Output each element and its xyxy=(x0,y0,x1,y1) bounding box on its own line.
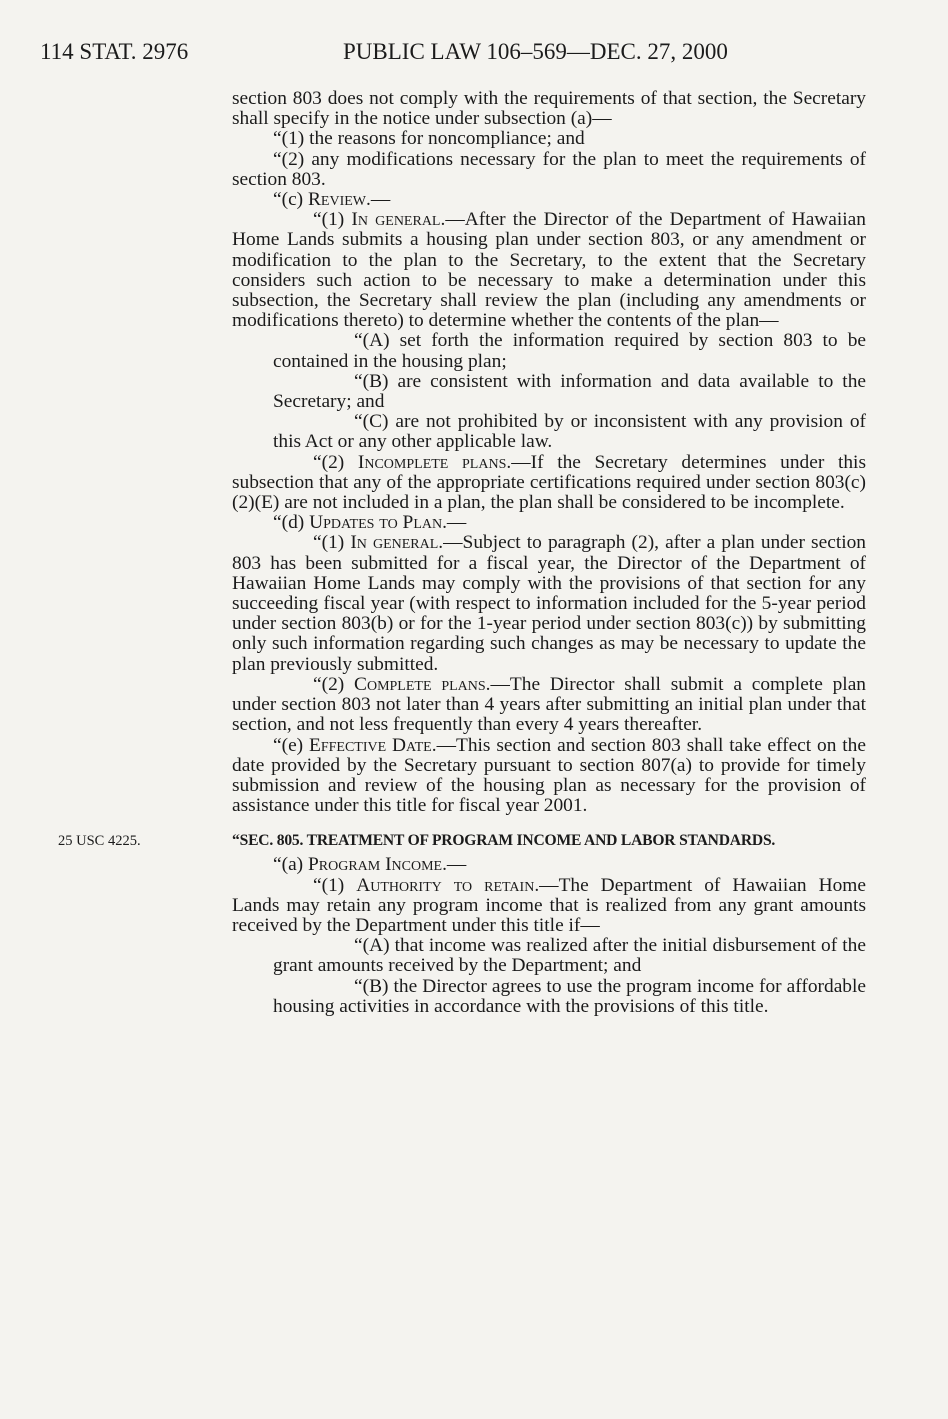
paragraph-title: Incomplete plans. xyxy=(357,451,512,473)
paragraph-b-continuation: section 803 does not comply with the requirements of that section, the Secretary shall specify in the notice under subsection (a)— xyxy=(232,88,866,130)
public-law-reference: PUBLIC LAW 106–569—DEC. 27, 2000 xyxy=(343,39,728,64)
subsection-c-heading: “(c) Review.— xyxy=(273,189,391,211)
subsection-title: Review.— xyxy=(307,189,391,211)
paragraph-a1: “(1) Authority to retain.—The Department of Hawaiian Home Lands may retain any program income that is realized from any grant amounts received by the Department under this title if— xyxy=(232,874,866,936)
clause-a1A: “(A) that income was realized after the initial disbursement of the grant amounts received by the Department; and xyxy=(273,935,866,977)
paragraph-title: In general. xyxy=(351,209,446,231)
subsection-title: Updates to Plan.— xyxy=(309,512,467,534)
clause-c1C: “(C) are not prohibited by or inconsistent with any provision of this Act or any other applicable law. xyxy=(273,411,866,453)
subsection-d-heading: “(d) Updates to Plan.— xyxy=(273,512,467,534)
paragraph-b2: “(2) any modifications necessary for the plan to meet the requirements of section 803. xyxy=(232,148,866,190)
section-805 xyxy=(58,830,866,1017)
section-805-heading: “SEC. 805. TREATMENT OF PROGRAM INCOME AND LABOR STANDARDS. xyxy=(232,832,776,850)
subsection-a-heading: “(a) Program Income.— xyxy=(273,854,467,876)
paragraph-title: Complete plans. xyxy=(354,673,491,695)
paragraph-d2: “(2) Complete plans.—The Director shall submit a complete plan under section 803 not later than 4 years after submitting an initial plan under that section, and not less frequently than every 4 years thereafter. xyxy=(232,673,866,736)
paragraph-d1: “(1) In general.—Subject to paragraph (2), after a plan under section 803 has been submitted for a fiscal year, the Director of the Department of Hawaiian Home Lands may comply with the provisions of that section for any succeeding fiscal year (with respect to information included for the 5-year period under section 803(b) or for the 1-year period under section 803(c)) by submitting only such information regarding such changes as may be necessary to update the plan previously submitted. xyxy=(232,532,866,675)
paragraph-c2: “(2) Incomplete plans.—If the Secretary determines under this subsection that any of the appropriate certifications required under section 803(c)(2)(E) are not included in a plan, the plan shall be considered to be incomplete. xyxy=(232,451,866,514)
paragraph-title: Authority to retain. xyxy=(356,874,540,896)
statute-body xyxy=(58,88,866,1017)
subsection-e: “(e) Effective Date.—This section and section 803 shall take effect on the date provided by the Secretary pursuant to section 807(a) to provide for timely submission and review of the housing plan as necessary for the provision of assistance under this title for fiscal year 2001. xyxy=(232,734,866,817)
statute-page-reference: 114 STAT. 2976 xyxy=(40,39,189,64)
subsection-title: Program Income.— xyxy=(307,854,467,876)
clause-c1B: “(B) are consistent with information and data available to the Secretary; and xyxy=(273,370,866,413)
paragraph-b1: “(1) the reasons for noncompliance; and xyxy=(273,128,585,150)
clause-c1A: “(A) set forth the information required by section 803 to be contained in the housing plan; xyxy=(273,330,866,372)
clause-a1B: “(B) the Director agrees to use the program income for affordable housing activities in accordance with the provisions of this title. xyxy=(273,975,866,1017)
paragraph-c1: “(1) In general.—After the Director of the Department of Hawaiian Home Lands submits a housing plan under section 803, or any amendment or modification to the plan to the Secretary, to the extent that the Secretary considers such action to be necessary to make a determination under this subsection, the Secretary shall review the plan (including any amendments or modifications thereto) to determine whether the contents of the plan— xyxy=(232,209,866,332)
subsection-title: Effective Date. xyxy=(309,734,437,756)
paragraph-title: In general. xyxy=(350,532,444,554)
usc-citation-sidenote: 25 USC 4225. xyxy=(58,833,141,850)
